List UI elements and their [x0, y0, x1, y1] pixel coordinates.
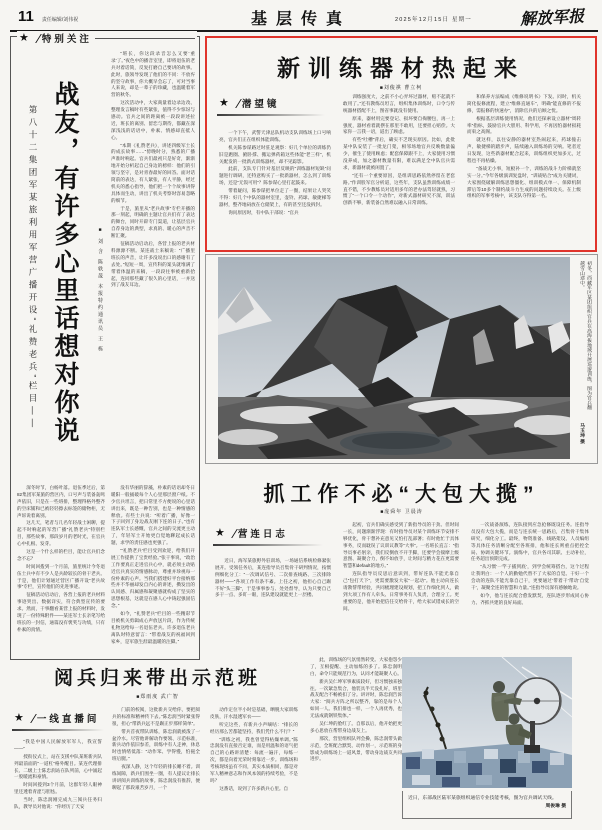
star-icon: ★ [19, 31, 29, 44]
antenna-photo-block [402, 655, 598, 823]
star-icon: ★ [219, 96, 229, 109]
section-banner: 基层传真 [250, 11, 351, 28]
lead-col-2: 训练强度大，之前不小心弄坏过器材，赔不起就不敢用了。”还有教练员坦言，组织集体训练时，口令与传统器材搭配不上，图省事就没有使用。 原来，器材用完要登记、损坏要自掏腰包，再一上强度，器材看着就摆在那里不敢用，还要担心赔偿。大家你一言我一语，道出了顾虑。 有些“吐槽”背后，确实不乏现实原因。比如，此批某中队安装了一批龙门架，相邻场地官兵反映数量偏少，催生了使用顾虑；配套保障跟不上，大家使用习惯没养成，加之器材数量有限，难以满足全中队官兵需求，新器材就被闲置了。 “还有一个重要原因，是组训思路依然停留在老套路。”作训股军官分析道，这些年，支队虽然训练成绩一直不错，不少教练员对适用多年的老办法驾轻就熟，习惯了“一个口令一个动作”，对新式器材研究不深，训法创新不够，新装备自然难以融入日常训练。 [343, 94, 455, 206]
parade-kicker [14, 711, 99, 725]
periscope-kicker-label: 潜望镜 [241, 99, 280, 110]
special-focus-box [10, 31, 200, 660]
antenna-photo [402, 657, 572, 788]
daily-col-3: 一次战备演练，连队接到应急抢修既设任务。连指导员没有大包大揽，而是与连长统一思路后，召集骨干集体研究，细化分工。最终，物资准备、线路架设、人员编组等具体任务清晰分配至各班排，他和连长则重点把控全局、协调关键环节。演练中，官兵各司其职、主动补位，任务超出预期完成。 “从习惯‘一竿子插到底’，到学会统筹搭台，这个过程让我明白：一个人的勤勉代替不了大家的自觉。干好一个会动的连队不能光靠自己干，更要通过‘带着干’带动‘自觉干’，凝聚全连的智慧和力量。”连指导员深有感触地说。 如今，他与连长配合愈发默契，连队逐步形成同心协力、齐抓共建的良好局面。 [471, 522, 589, 605]
antenna-photo-caption: 近日，东部战区陆军某旅组织通信专业技能考核，图为官兵调试天线。 [408, 796, 557, 801]
mountain-photo-caption: 初冬，西藏军区某团组织官兵在高海拔地域开展巡逻训练，图为官兵翻越雪山途中。 [579, 261, 591, 410]
special-kicker [17, 31, 197, 45]
daily-article-byline: ■庞舜年 卫晨涛 [380, 509, 423, 515]
antenna-photo-credit: 周俊琳 摄 [545, 804, 566, 809]
parade-article-byline: ■郑雨度 武广智 [136, 694, 179, 700]
kicker-underline [213, 544, 323, 546]
lead-col-3: 和保养方法编成《维修说明书》下发。同时，机关简化报修流程，建立“维修直通车”，明确“能直修的不报修，需报修的快速办”，消除官兵的后顾之忧。 根据基层训练使用情况，他们还探索设立器材“周转率”指标，鼓励官兵大胆用、科学用，不再因怕器材损耗而束之高阁。 就这样，以往安静的器材室热闹起来，药球撞击声、敏捷梯的踏步声，陆续融入训练场的交响。笔者近日发现，这些新器材配合起来，训练组织更加多元，过程也不再枯燥。 “备战无小事，短板补一个，训练的战斗力阶梯就坚实一分。”今年各级演训复盘时，“训战贴合”成为关键词，大家围绕破解训练思想僵化、组训模式单一、保障机制滞后等10多个制约战斗力生成的问题持续攻关。在上级组织的军事考核中，该支队夺得第一名。 [467, 94, 581, 199]
parade-kicker-label: 一线直播间 [36, 714, 100, 725]
daily-col-1: 近日，海军某旅野外驻训场，一场通信系统检修紧张展开。受领任务后，某连指导员召集骨干研判情况，按惯例细化分工：“一次调试信号、二次排查线路、三次排除器材——”各项工作有条不紊。上任之初，他担心自己踢不好“头三脚”，于是事事参与、处处督导，认为只要自己多干一点、多盯一眼，连队建设就能更上一层楼。 [215, 558, 331, 598]
feature-title: 战友，有许多心里话想对你说 [51, 81, 79, 445]
parade-col-1: “我是中国人民解放军军人，我宣誓——” 授衔仪式上，站在支援中队某班新兵队列最前面的“一道杠”格外醒目。某连代理排长、二级上士陈忠润站在队列前，心中涌起一股暖流和豪情。 时间回拨到3个月前，这群年轻人眼神里还透着青涩与胆怯。 当时，陈忠润刚完成九三阅兵任务归队，教导员对他说：“你经历了天安 [14, 739, 102, 810]
mountain-photo [218, 257, 570, 459]
flag-bolt-icon [225, 529, 238, 538]
feature-byline: ■ 刘 含 陈轶晟 本报特约通讯员 王 栋 [97, 227, 103, 354]
flag-bolt-icon [229, 99, 242, 108]
lead-article-title: 新训练器材热起来 [277, 55, 525, 81]
flag-bolt-icon [29, 34, 42, 43]
kicker-underline [12, 729, 104, 731]
page-number: 11 [18, 8, 34, 25]
issue-date: 2025年12月15日 星期一 [395, 17, 472, 23]
lead-article-byline: ■刘俊祺 曹立柯 [379, 85, 423, 91]
masthead-logo: 解放军报 [519, 6, 585, 29]
lead-col-1: 一个下午，武警天津总队机动支队训练场上口号响亮，官兵们正在组织体能训练。 机关陈参谋路过时驻足观察：好几个单位的训练仍旧是跑圈、俯卧撑、搬运弹药箱这些体能“老三样”，机关配发的一批新式训练器材，却不见踪影。 此前，支队专门针对基层反映的“训练器材短缺”问题进行调研，还特意购买了一批新器材，怎么到了训练场，还是“无饭可用”？陈参谋心里打起鼓来。 带着疑问，陈参谋把单位走了一圈，结果让人哭笑不得：好几个中队的器材室里，壶铃、药球、敏捷梯等器材，整齐地码放在仓储架上，有的甚至还没拆封。 询问原因时，有中队干部说：“官兵 [219, 130, 331, 215]
feature-column-right: “班长，你这段录音怎么又要‘重录’了。”夜色中的播音室里，即将退伍的老兵对着话筒，反复打磨自己要讲的故事。此时，旅领导发现了他们的不同：不放弃的坚守故事，你大概早会忘了，可对当事人来说，却是一辈子的珍藏，也温暖着军营的秋冬。 这次活动中，大家商量着边录边改、整理发言稿时有些紧张，值得不少惊讶与感动。官兵之间的距离被一段段讲述拉近，班长的离别、留恋与期待，都藏在深深浅浅的话语中，朴素、情感却直抵人心。 “本期《礼赞老兵》，讲述四级军士长的成长故事……”傍晚时分，熟悉的广播声准时响起。官兵们最初只是好奇，渐渐地开始分析起自己身边的榜样：他们的引领与坚守，是对青春最好的回答。面对话筒前的表达，有人紧张，有人平静，经过机关的悉心指导，他们把一个个故事讲得具体而生动，讲出了机关考察时容易忽略的细节。 于是，旅里从“老兵故事”专栏开播的那一刻起，明确的主题让官兵们有了表达的舞台，同时开辟专门渠道，让基层官兵自荐身边的典型，求真的、暖心的声音不断汇聚。 征稿活动启动后，各营上报的老兵材料源源不断。某连战士来稿说：“广播里班长的声音，让许多没说出口的感谢有了去处。”短短一周，宣传科的案头就堆满了带着体温的来稿，一段段往事被重新拾起，连同那些藏了很久的心里话，一并送到了战友耳边。 [111, 51, 195, 288]
feature-column-bottom-left: 深冬时节，白杨叶落。退伍季过后，第82集团军某旅的营区内，口号声与装备轰鸣声依旧，只是在一些班排，整理得格外整齐的空床铺和已被轻轻擦去标签的储物柜，无声诉说着离别。 这几天，笔者与几名年轻战士闲聊，提起不时响起的军营广播“礼赞老兵”特别栏目，那些故事、那段岁月的老时光，在官兵心中扎根、发芽。 这是一个什么样的栏目，能让官兵们念念不忘？ 时间回拨到一个月前，旅里统计今冬退伍士兵中有不少人是兵龄较长的骨干老兵。于是，他们计划通过营区广播开设“老兵故事”专栏，宣传他们的先进事迹。 征稿活动启动后，各营上报的老兵材料事迹突出、数据详实，符合典型宣传的要求。然而，干事翻看某营上报的材料时，发现了一份特殊附件——某连军士长亲笔写给班长的一封信，通篇没有褒奖与功绩，只有朴素的真情。 [17, 485, 105, 632]
parade-col-4: 此，训练场的气氛悄然转变。大家抱怨少了，互相提醒、主动加练的多了。陈忠润明白，命令只能规范行为，认同才能凝聚人心。 新兵吴仁坤军事素质较好，但习惯独来独往。一次紧急集合，他装具半天没扎好，班里战友配合不畅被扣了分。讲评时，陈忠润告诉大家：“阅兵方阵之所以整齐，靠的是每个人如同一人。我们排也一样，一个人再优秀，也无法成就钢铁集体。” 吴仁坤的脸红了。自那以后，他开始把更多心思放在帮带身边战友上。 那次，营里组织队列会操，陈忠润带头做示范，全班配合默契、动作划一，示范班的身影成为训练场上一道风景，带动身边战友共同进步。 [310, 657, 402, 762]
parade-article-title: 阅兵归来带出示范班 [53, 667, 261, 689]
antenna-caption-box [402, 791, 572, 819]
mountain-photo-frame [205, 254, 598, 464]
daily-kicker [215, 526, 288, 540]
parade-article [10, 655, 405, 827]
daily-article-title: 抓工作不必“大包大揽” [263, 483, 540, 506]
feature-column-bottom-right: 没有华丽的辞藻，朴素的话语却冬日暖阳一般捅破每个人心里那层窗户纸。不少官兵坦言，把日常里不方便说的心里话讲出来，既是一种告别，也是一种情感的释放。有些士兵说：“听着广播，好像一下子回到了身边战友刚下连的日子。”也有连队军士长感慨，官兵之间的交流更主动了，年轻军士开始更自觉地聊起成长话题，求学的责任感也更强了。 “‘礼赞老兵’栏目受到欢迎，给我们开展工作提供了宝贵经验。”张干事说，“政治工作要真正走进官兵心中，就必须主动贴近官兵真实的情感脉动，尊重并珍视每一份朴素的心声。当我们搭建好平台接纳那些并不华丽却发自内心的讲述，攒发出的认同感、归属感和凝聚感就构成了坚实的思想根基，这就是在感人心中铸起强固信念。” 如今，“礼赞老兵”栏目的一些精彩节目被机关剪辑成心声放送片段，作为传统礼物送给每一名退伍老兵。许多退伍老兵离队时特意留言：“带着战友的祝福回到家乡，是军旅生涯最温暖的注脚。” [111, 485, 195, 644]
lead-article-box [205, 36, 597, 252]
kicker-underline [217, 114, 325, 116]
parade-col-3: 动作定位半小时是基础，晒脱大家训练皮肤，汗水湿透军衣—— 听完这些，有新兵小声嘀咕：“排长的经历那么苦都能坚持，我们凭什么不行？” “训练之初，我也曾觉得枯燥单调。”陈忠润没有直接否定谁，而是用温和的语气把自己的心路讲清楚：每流一遍汗，每练一次，都是向着光荣时刻靠近一步。训练场和考核现场虽有不同，其实本质相同，都是对军人精神意志和作风本领的持续考验，不是吗？ 这番话，说到了许多新兵心里。自 [210, 707, 298, 791]
kicker-rule [95, 38, 195, 39]
parade-col-2: 门前的校阅，这批新兵交给你，要把阅兵的标准和精神传下去。”陈忠润当时紧张得很，担心“带新兵远不是踢正步那样简单”。 带兵首夜带队训练，陈忠润就被泼了一盆冷水。尽管他讲解动作要领、示范标准，新兵动作依旧参差，训练中有人走神，休息时也情绪低落：“动作笨、学得慢，怕拖全班后腿。” 夜深人静，这个年轻的排长睡不着。训练间隙，新兵们围坐一圈，有人提议让排长讲讲阅兵训练的故事。陈忠润没有推辞，便聊起了那段艰苦岁月，一个 [112, 707, 200, 790]
daily-col-2: 起初，官兵们确实感受到了新指导员的干劲。但时间一长，问题渐渐浮现：有时指导员对某个训练环节安排不够优化，骨干想补充意见又怕打乱部署；有时他忙于具体事务，反而耽误了议训议教等“大事”。一名班长直言：“指导员事必躬亲，我们反倒放不开手脚，还要学会揣摩上级意图、凝聚合力，倒不如放手，让时间与精力花在更需要智慧和default的地方。” 连队指导员反思后意识到，带好连队不能光靠自己“包打天下”，更需要激发大家“一起动”。他主动向连长请教帮带经验，共同梳理建设规划，把工作细化到人，做到大项工作有人牵头、日常事务有人负责，合理分工。更重要的是，他开始把信任交给骨干，给大家试错成长的空间。 [343, 522, 459, 611]
feature-subtitle: 第八十二集团军某旅利用军营广播开设“礼赞老兵”栏目—— [28, 105, 38, 432]
mountain-photo-credit: 马玉坤 摄 [579, 423, 584, 444]
daily-kicker-label: 营连日志 [237, 529, 288, 540]
periscope-kicker [219, 96, 279, 110]
star-icon: ★ [215, 526, 225, 539]
editor-note: 责任编辑/刘伟祝 [41, 17, 79, 23]
special-kicker-label: 特别关注 [41, 34, 92, 45]
star-icon: ★ [14, 711, 24, 724]
flag-bolt-icon [24, 714, 37, 723]
